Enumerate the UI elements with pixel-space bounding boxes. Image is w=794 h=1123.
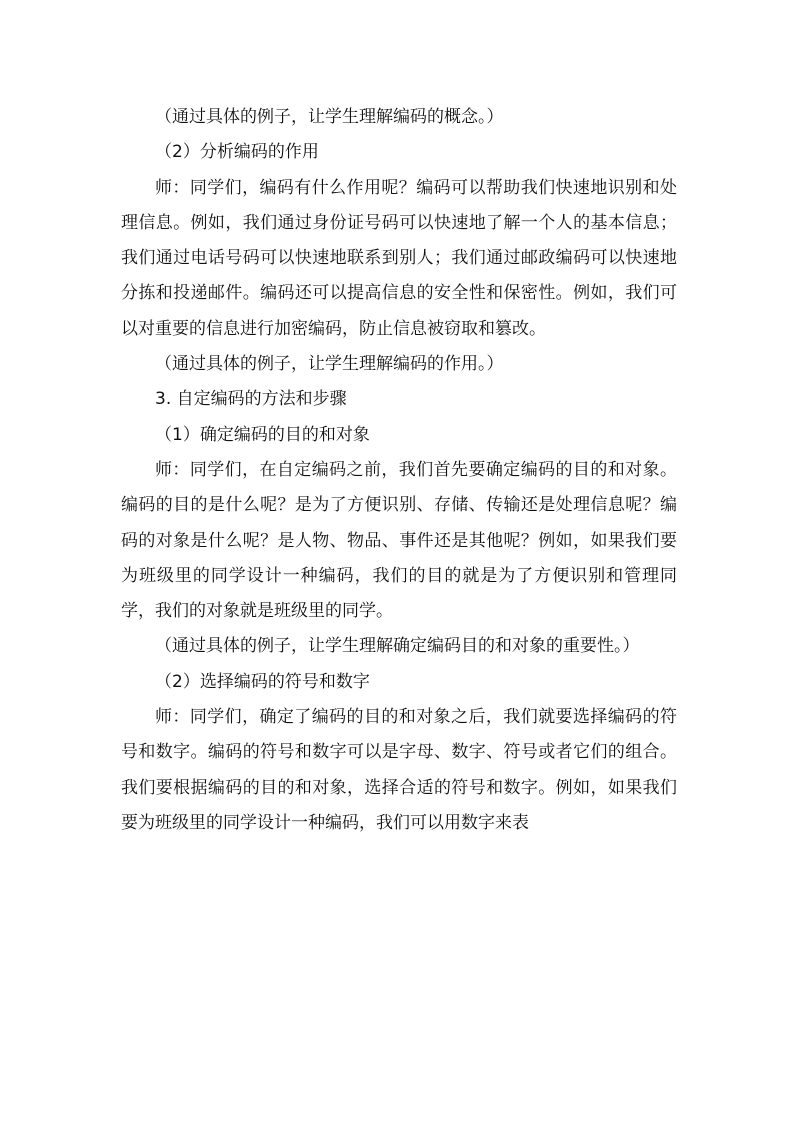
paragraph-teacher-symbols: 师：同学们，确定了编码的目的和对象之后，我们就要选择编码的符号和数字。编码的符号和数字可以是字母、数字、符号或者它们的组合。我们要根据编码的目的和对象，选择合适的符号和数字。例如，如果我们要为班级里的同学设计一种编码，我们可以用数字来表 — [121, 707, 677, 833]
subheading-symbols-numbers: （2）选择编码的符号和数字 — [155, 671, 370, 692]
paragraph-note-purpose: （通过具体的例子，让学生理解确定编码目的和对象的重要性。） — [155, 636, 640, 657]
paragraph-teacher-purpose: 师：同学们，在自定编码之前，我们首先要确定编码的目的和对象。编码的目的是什么呢？是为了方便识别、存储、传输还是处理信息呢？编码的对象是什么呢？是人物、物品、事件还是其他呢？例如，如果我们要为班级里的同学设计一种编码，我们的目的就是为了方便识别和管理同学，我们的对象就是班级里的同学。 — [121, 459, 677, 622]
paragraph-note-concept: （通过具体的例子，让学生理解编码的概念。） — [155, 107, 504, 127]
subheading-purpose-object: （1）确定编码的目的和对象 — [155, 424, 370, 445]
subheading-analyze-role: （2）分析编码的作用 — [155, 142, 319, 163]
section-heading-methods: 3. 自定编码的方法和步骤 — [155, 389, 347, 410]
paragraph-teacher-role: 师：同学们，编码有什么作用呢？编码可以帮助我们快速地识别和处理信息。例如，我们通过身份证号码可以快速地了解一个人的基本信息；我们通过电话号码可以快速地联系到别人；我们通过邮政编码可以快速地分拣和投递邮件。编码还可以提高信息的安全性和保密性。例如，我们可以对重要的信息进行加密编码，防止信息被窃取和篡改。 — [121, 177, 677, 339]
paragraph-note-role: （通过具体的例子，让学生理解编码的作用。） — [155, 354, 504, 375]
document-body — [121, 100, 677, 841]
